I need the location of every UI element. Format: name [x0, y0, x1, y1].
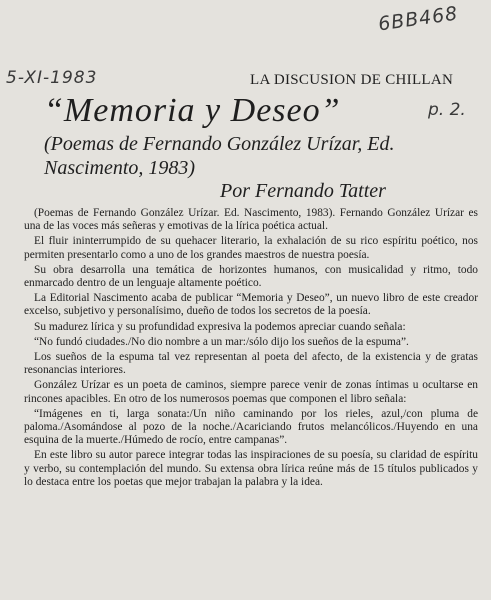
paragraph: “No fundó ciudades./No dio nombre a un mar:/sólo dijo los sueños de la espuma”. — [34, 335, 409, 348]
article-subtitle: (Poemas de Fernando González Urízar, Ed. Nascimento, 1983) — [44, 133, 395, 179]
paragraph: Los sueños de la espuma tal vez representan al poeta del afecto, de la existencia y de gratas resonancias interiores. — [24, 351, 478, 377]
newspaper-name: LA DISCUSION DE CHILLAN — [250, 72, 454, 88]
handwritten-page-number: p. 2. — [428, 100, 466, 120]
article-body — [24, 207, 478, 491]
handwritten-code: 6BB468 — [376, 2, 460, 36]
paragraph: Su madurez lírica y su profundidad expresiva la podemos apreciar cuando señala: — [34, 320, 406, 333]
paragraph: El fluir ininterrumpido de su quehacer literario, la exhalación de su rico espíritu poético, nos permiten presentarlo como a uno de los grandes maestros de nuestra poesía. — [24, 235, 478, 261]
handwritten-date: 5-XI-1983 — [6, 68, 98, 88]
paragraph: González Urízar es un poeta de caminos, siempre parece venir de zonas íntimas u ocultarse en rincones apacibles. En otro de los numerosos poemas que componen el libro señala: — [24, 379, 478, 405]
paragraph: “Imágenes en ti, larga sonata:/Un niño caminando por los rieles, azul,/con pluma de paloma./Asomándose al pozo de la noche./Acariciando frutos melancólicos./Huyendo en una esquina de la muerte./Húmedo de rocío, entre campanas”. — [24, 407, 478, 447]
article-byline: Por Fernando Tatter — [220, 180, 386, 202]
paragraph: Su obra desarrolla una temática de horizontes humanos, con musicalidad y ritmo, todo enmarcado dentro de un lenguaje altamente poético. — [24, 263, 478, 290]
article-title: “Memoria y Deseo” — [44, 92, 341, 129]
paragraph: En este libro su autor parece integrar todas las inspiraciones de su poesía, su claridad de espíritu y verbo, su contemplación del mundo. Su extensa obra lírica reúne más de 15 títulos publicados y lo destaca entre los poetas que mejor trabajan la palabra y la idea. — [24, 449, 478, 488]
paragraph: (Poemas de Fernando González Urízar. Ed. Nascimento, 1983). Fernando González Urízar es una de las voces más señeras y emotivas de la lírica poética actual. — [24, 207, 478, 233]
paragraph: La Editorial Nascimento acaba de publicar “Memoria y Deseo”, un nuevo libro de este creador excelso, subjetivo y personalísimo, dueño de todos los secretos de la poesía. — [24, 292, 478, 318]
